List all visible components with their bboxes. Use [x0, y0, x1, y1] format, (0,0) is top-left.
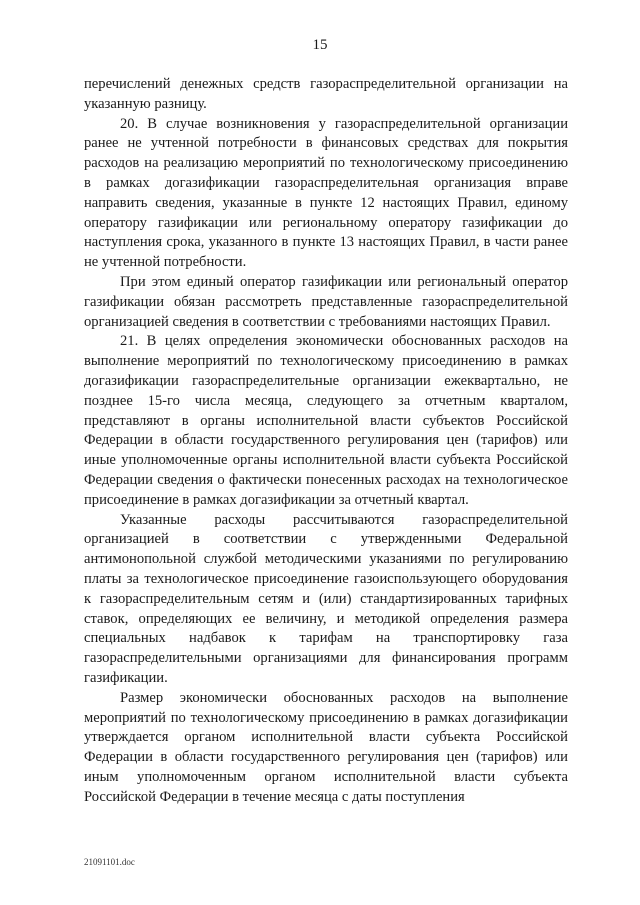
- document-body: [84, 75, 568, 807]
- paragraph-item-20: 20. В случае возникновения у газораспределительной организации ранее не учтенной потребности в финансовых средствах для покрытия расходов на реализацию мероприятий по технологическому присоединению в рамках догазификации газораспределительная организация вправе направить сведения, указанные в пункте 12 настоящих Правил, единому оператору газификации или региональному оператору газификации до наступления срока, указанного в пункте 13 настоящих Правил, в части ранее не учтенной потребности.: [84, 115, 568, 271]
- paragraph-operator-obligation: При этом единый оператор газификации или региональный оператор газификации обязан рассмотреть представленные газораспределительной организацией сведения в соответствии с требованиями настоящих Правил.: [84, 273, 568, 330]
- paragraph-continuation: перечислений денежных средств газораспределительной организации на указанную разницу.: [84, 76, 568, 112]
- document-file-code: 21091101.doc: [84, 857, 135, 867]
- paragraph-expense-approval: Размер экономически обоснованных расходов на выполнение мероприятий по технологическому присоединению в рамках догазификации утверждается органом исполнительной власти субъекта Российской Федерации в области государственного регулирования цен (тарифов) или иным уполномоченным органом исполнительной власти субъекта Российской Федерации в течение месяца с даты поступления: [84, 689, 568, 805]
- paragraph-expense-calculation: Указанные расходы рассчитываются газораспределительной организацией в соответствии с утвержденными Федеральной антимонопольной службой методическими указаниями по регулированию платы за технологическое присоединение газоиспользующего оборудования к газораспределительным сетям и (или) стандартизированных тарифных ставок, определяющих ее величину, и методикой определения размера специальных надбавок к тарифам на транспортировку газа газораспределительными организациями для финансирования программ газификации.: [84, 511, 568, 686]
- page-number: 15: [312, 37, 328, 53]
- paragraph-item-21: 21. В целях определения экономически обоснованных расходов на выполнение мероприятий по технологическому присоединению в рамках догазификации газораспределительные организации ежеквартально, не позднее 15-го числа месяца, следующего за отчетным кварталом, представляют в органы исполнительной власти субъектов Российской Федерации в области государственного регулирования цен (тарифов) или иные уполномоченные органы исполнительной власти субъекта Российской Федерации сведения о фактически понесенных расходах на технологическое присоединение в рамках догазификации за отчетный квартал.: [84, 333, 568, 508]
